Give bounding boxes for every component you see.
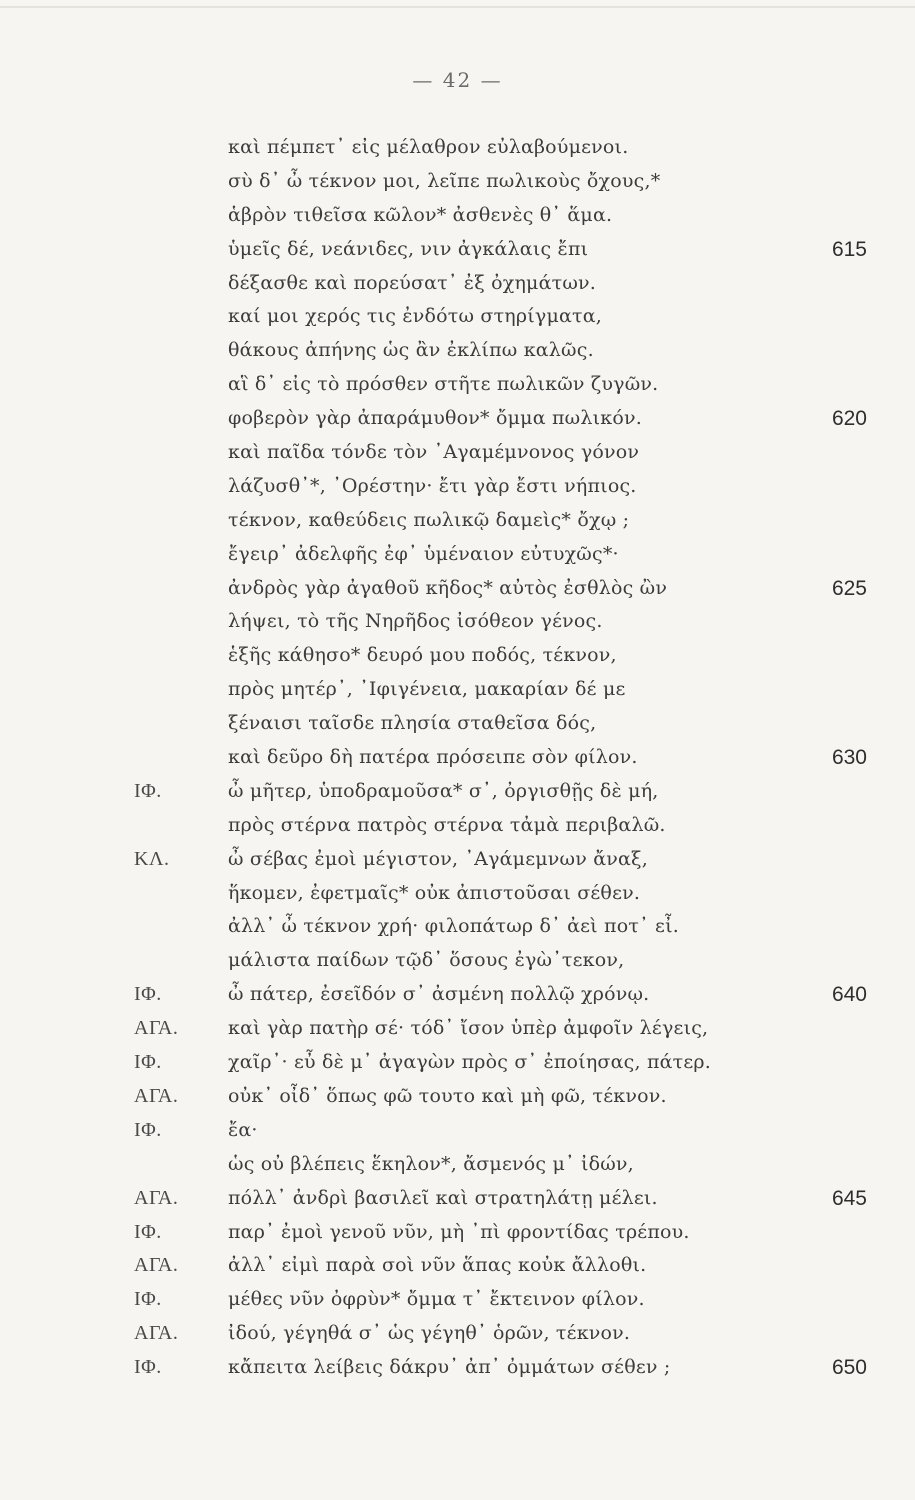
verse-line xyxy=(0,1288,915,1322)
speaker-label: ΑΓΑ. xyxy=(134,1017,179,1040)
verse-line xyxy=(0,373,915,407)
verse-text: σὺ δ᾽ ὦ τέκνον μοι, λεῖπε πωλικοὺς ὄχους,* xyxy=(228,169,661,192)
verse-text-block xyxy=(0,136,915,1390)
verse-line xyxy=(0,949,915,983)
verse-line xyxy=(0,848,915,882)
verse-line xyxy=(0,305,915,339)
verse-text: φοβερὸν γὰρ ἀπαράμυθον* ὄμμα πωλικόν. xyxy=(228,407,642,430)
speaker-label: ΙΦ. xyxy=(134,983,162,1006)
speaker-label: ΙΦ. xyxy=(134,1356,162,1379)
verse-text: ἥκομεν, ἐφετμαῖς* οὐκ ἀπιστοῦσαι σέθεν. xyxy=(228,881,641,904)
speaker-label: ΑΓΑ. xyxy=(134,1084,179,1107)
verse-line xyxy=(0,1153,915,1187)
line-number: 650 xyxy=(831,1356,867,1380)
speaker-label: ΑΓΑ. xyxy=(134,1322,179,1345)
verse-text: ἀλλ᾽ ὦ τέκνον χρή· φιλοπάτωρ δ᾽ ἀεὶ ποτ᾽ εἶ. xyxy=(228,915,679,938)
verse-text: χαῖρ᾽· εὖ δὲ μ᾽ ἀγαγὼν πρὸς σ᾽ ἐποίησας, πάτερ. xyxy=(228,1051,712,1074)
verse-line xyxy=(0,441,915,475)
verse-line xyxy=(0,610,915,644)
verse-text: οὐκ᾽ οἶδ᾽ ὅπως φῶ τουτο καὶ μὴ φῶ, τέκνον. xyxy=(228,1084,667,1107)
verse-line xyxy=(0,712,915,746)
speaker-label: ΙΦ. xyxy=(134,1051,162,1074)
verse-line xyxy=(0,1119,915,1153)
verse-text: ἀνδρὸς γὰρ ἀγαθοῦ κῆδος* αὐτὸς ἐσθλὸς ὢν xyxy=(228,576,668,599)
page-number: — 42 — xyxy=(412,68,503,92)
verse-text: ἔα· xyxy=(228,1118,258,1141)
verse-line xyxy=(0,1221,915,1255)
verse-line xyxy=(0,644,915,678)
verse-text: μάλιστα παίδων τῷδ᾽ ὅσους ἐγὼ᾽τεκον, xyxy=(228,949,625,972)
verse-line xyxy=(0,509,915,543)
verse-text: ὡς οὐ βλέπεις ἕκηλον*, ἄσμενός μ᾽ ἰδών, xyxy=(228,1152,634,1175)
verse-text: καὶ πέμπετ᾽ εἰς μέλαθρον εὐλαβούμενοι. xyxy=(228,136,629,158)
speaker-label: ΙΦ. xyxy=(134,779,162,802)
verse-text: πόλλ᾽ ἀνδρὶ βασιλεῖ καὶ στρατηλάτῃ μέλει. xyxy=(228,1186,658,1209)
line-number: 630 xyxy=(831,746,867,770)
verse-text: λάζυσθ᾽*, ᾽Ορέστην· ἔτι γὰρ ἔστι νήπιος. xyxy=(228,474,637,497)
line-number: 640 xyxy=(831,983,867,1007)
line-number: 625 xyxy=(831,576,867,600)
verse-line xyxy=(0,882,915,916)
verse-line xyxy=(0,814,915,848)
verse-line xyxy=(0,577,915,611)
verse-line xyxy=(0,1187,915,1221)
verse-line xyxy=(0,780,915,814)
verse-line xyxy=(0,1085,915,1119)
verse-text: τέκνον, καθεύδεις πωλικῷ δαμεὶς* ὄχῳ ; xyxy=(228,508,630,531)
verse-line xyxy=(0,475,915,509)
verse-text: πρὸς στέρνα πατρὸς στέρνα τἀμὰ περιβαλῶ. xyxy=(228,813,666,836)
verse-line xyxy=(0,543,915,577)
verse-text: θάκους ἀπήνης ὡς ἂν ἐκλίπω καλῶς. xyxy=(228,339,594,362)
verse-text: παρ᾽ ἐμοὶ γενοῦ νῦν, μὴ ᾽πὶ φροντίδας τρέπου. xyxy=(228,1220,690,1243)
verse-line xyxy=(0,746,915,780)
verse-line xyxy=(0,339,915,373)
verse-text: καὶ γὰρ πατὴρ σέ· τόδ᾽ ἴσον ὑπὲρ ἀμφοῖν λέγεις, xyxy=(228,1017,709,1040)
line-number: 615 xyxy=(831,237,867,261)
verse-text: καὶ δεῦρο δὴ πατέρα πρόσειπε σὸν φίλον. xyxy=(228,746,638,769)
page-edge-line xyxy=(0,6,915,8)
verse-line xyxy=(0,1322,915,1356)
verse-text: μέθες νῦν ὀφρὺν* ὄμμα τ᾽ ἔκτεινον φίλον. xyxy=(228,1288,645,1311)
speaker-label: ΙΦ. xyxy=(134,1118,162,1141)
verse-line xyxy=(0,170,915,204)
verse-line xyxy=(0,678,915,712)
verse-line xyxy=(0,915,915,949)
verse-line xyxy=(0,136,915,170)
line-number: 620 xyxy=(831,407,867,431)
verse-text: ὦ πάτερ, ἐσεῖδόν σ᾽ ἀσμένη πολλῷ χρόνῳ. xyxy=(228,983,650,1006)
verse-text: ὦ σέβας ἐμοὶ μέγιστον, ᾽Αγάμεμνων ἄναξ, xyxy=(228,847,648,870)
verse-text: ἰδού, γέγηθά σ᾽ ὡς γέγηθ᾽ ὁρῶν, τέκνον. xyxy=(228,1322,631,1345)
speaker-label: ΙΦ. xyxy=(134,1288,162,1311)
speaker-label: ΙΦ. xyxy=(134,1220,162,1243)
verse-line xyxy=(0,238,915,272)
verse-line xyxy=(0,1254,915,1288)
verse-line xyxy=(0,1356,915,1390)
verse-text: αἳ δ᾽ εἰς τὸ πρόσθεν στῆτε πωλικῶν ζυγῶν. xyxy=(228,373,659,396)
verse-text: κἄπειτα λείβεις δάκρυ᾽ ἀπ᾽ ὀμμάτων σέθεν ; xyxy=(228,1356,671,1379)
speaker-label: ΚΛ. xyxy=(134,847,170,870)
verse-text: καὶ παῖδα τόνδε τὸν ᾽Αγαμέμνονος γόνον xyxy=(228,441,640,464)
verse-text: ἑξῆς κάθησο* δευρό μου ποδός, τέκνον, xyxy=(228,644,617,667)
verse-line xyxy=(0,272,915,306)
verse-line xyxy=(0,983,915,1017)
verse-text: καί μοι χερός τις ἐνδότω στηρίγματα, xyxy=(228,305,603,328)
verse-line xyxy=(0,407,915,441)
speaker-label: ΑΓΑ. xyxy=(134,1186,179,1209)
verse-text: λήψει, τὸ τῆς Νηρῆδος ἰσόθεον γένος. xyxy=(228,610,603,633)
verse-text: ἔγειρ᾽ ἀδελφῆς ἐφ᾽ ὑμέναιον εὐτυχῶς*· xyxy=(228,542,619,565)
verse-text: ξέναισι ταῖσδε πλησία σταθεῖσα δός, xyxy=(228,712,597,735)
verse-line xyxy=(0,1051,915,1085)
speaker-label: ΑΓΑ. xyxy=(134,1254,179,1277)
verse-text: δέξασθε καὶ πορεύσατ᾽ ἐξ ὀχημάτων. xyxy=(228,271,597,294)
verse-line xyxy=(0,1017,915,1051)
verse-text: ὑμεῖς δέ, νεάνιδες, νιν ἀγκάλαις ἔπι xyxy=(228,237,589,260)
verse-text: πρὸς μητέρ᾽, ᾽Ιφιγένεια, μακαρίαν δέ με xyxy=(228,678,626,701)
verse-text: ὦ μῆτερ, ὑποδραμοῦσα* σ᾽, ὀργισθῇς δὲ μή, xyxy=(228,779,659,802)
verse-text: ἁβρὸν τιθεῖσα κῶλον* ἀσθενὲς θ᾽ ἅμα. xyxy=(228,203,613,226)
line-number: 645 xyxy=(831,1186,867,1210)
verse-text: ἀλλ᾽ εἰμὶ παρὰ σοὶ νῦν ἅπας κοὐκ ἄλλοθι. xyxy=(228,1254,647,1277)
verse-line xyxy=(0,204,915,238)
